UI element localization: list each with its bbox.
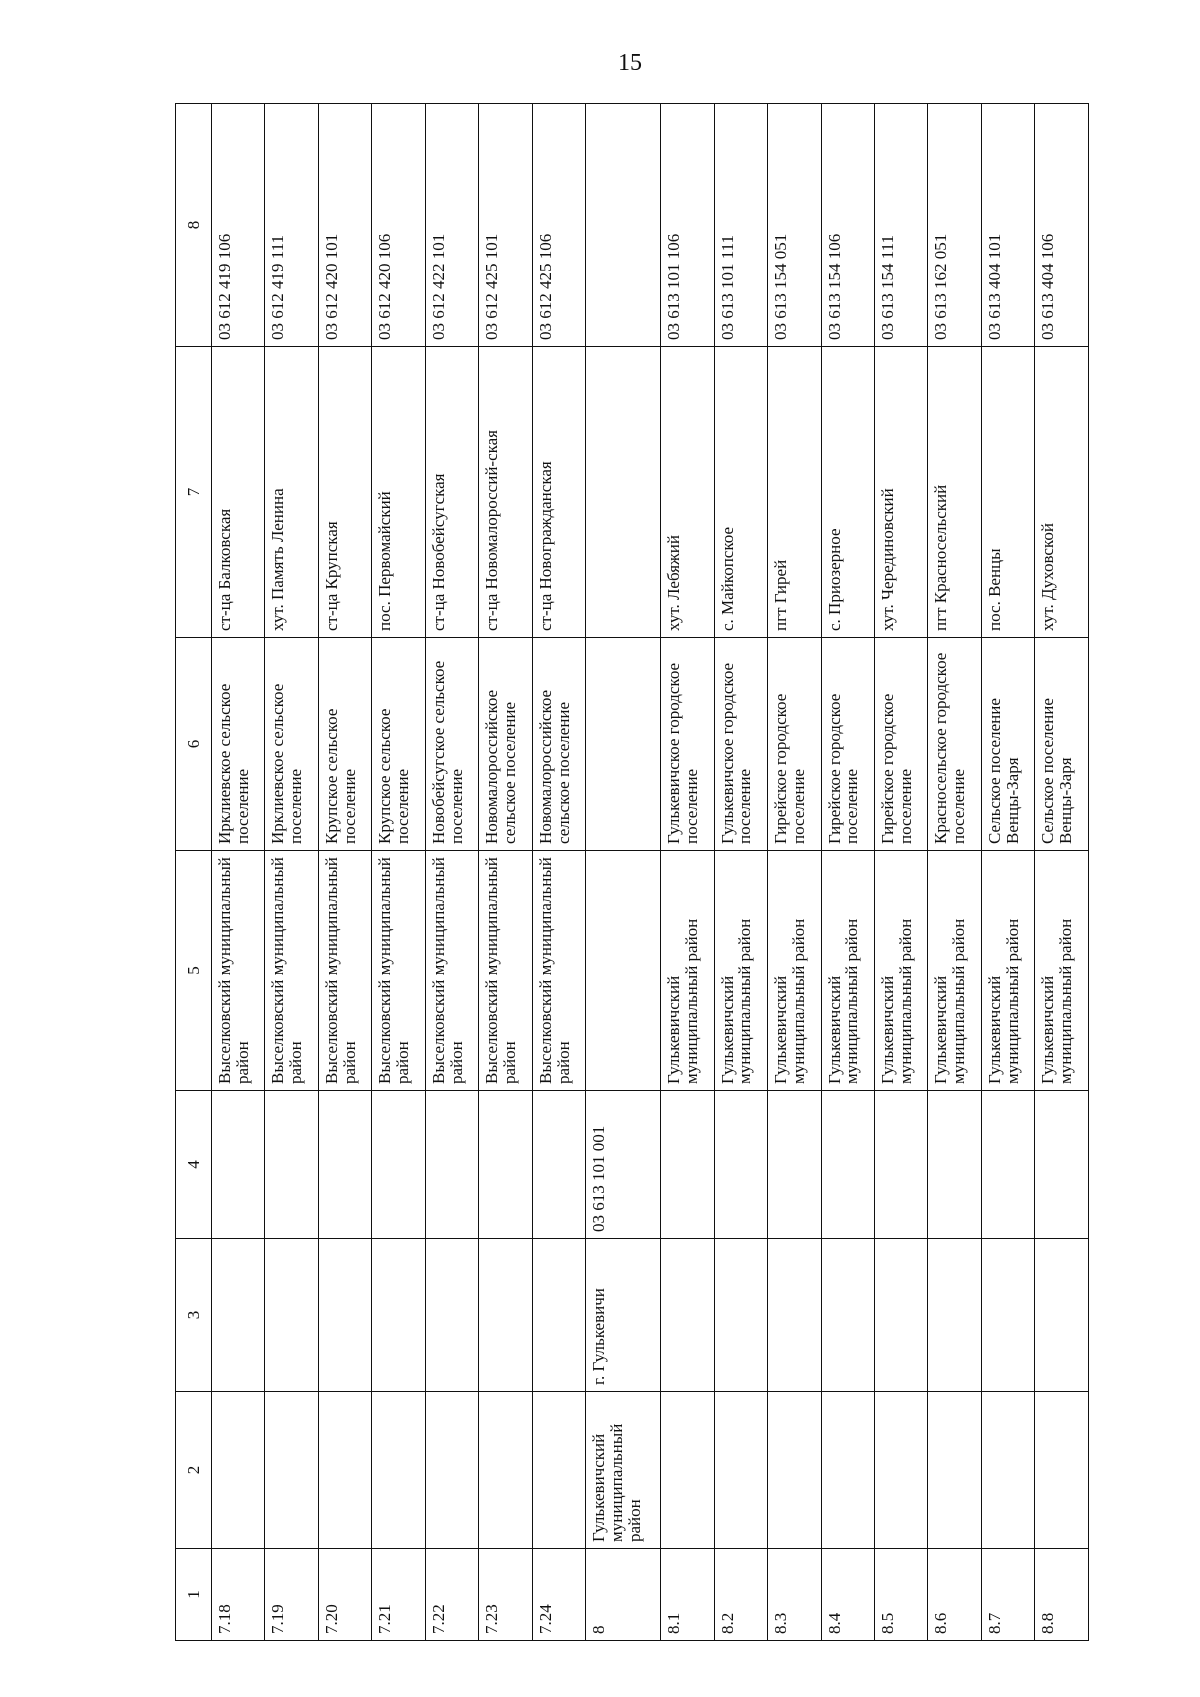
oktmo-code-cell: 03 613 101 111 [714,104,767,347]
district-cell [1035,1392,1089,1549]
oktmo-code-cell: 03 613 154 106 [821,104,874,347]
city-code-cell [265,1091,318,1239]
city-cell [425,1239,478,1392]
table-row [1035,104,1089,1641]
city-code-cell [661,1091,714,1239]
table-row [479,104,532,1641]
table-row [532,104,585,1641]
row-number-cell: 7.20 [318,1549,371,1641]
district-cell [265,1392,318,1549]
city-code-cell [1035,1091,1089,1239]
row-number-cell: 8.5 [874,1549,927,1641]
settlement-cell: Ирклиевское сельское поселение [212,638,265,851]
city-cell [661,1239,714,1392]
city-cell [821,1239,874,1392]
settlement-cell: Гирейское городское поселение [768,638,821,851]
locality-cell: ст-ца Новомалороссий-ская [479,347,532,638]
table-row [318,104,371,1641]
district-cell [479,1392,532,1549]
row-number-cell: 7.19 [265,1549,318,1641]
row-number-cell: 8.6 [928,1549,981,1641]
district-cell [372,1392,425,1549]
city-code-cell [532,1091,585,1239]
locality-cell: с. Приозерное [821,347,874,638]
column-header: 3 [176,1239,212,1392]
settlement-cell: Сельское поселение Венцы-Заря [1035,638,1089,851]
table-row [372,104,425,1641]
row-number-cell: 7.24 [532,1549,585,1641]
municipal-district-cell [586,851,661,1091]
oktmo-code-cell: 03 612 419 111 [265,104,318,347]
table-row [874,104,927,1641]
city-code-cell [874,1091,927,1239]
district-cell [821,1392,874,1549]
city-code-cell [981,1091,1034,1239]
settlement-cell: Крупское сельское поселение [372,638,425,851]
locality-cell: хут. Духовской [1035,347,1089,638]
settlement-cell: Гирейское городское поселение [821,638,874,851]
locality-cell: хут. Лебяжий [661,347,714,638]
district-cell: Гулькевичский муниципальный район [586,1392,661,1549]
municipal-district-cell: Гулькевичский муниципальный район [821,851,874,1091]
municipal-district-cell: Выселковский муниципальный район [212,851,265,1091]
row-number-cell: 8.7 [981,1549,1034,1641]
municipal-district-cell: Гулькевичский муниципальный район [981,851,1034,1091]
oktmo-code-cell: 03 612 425 106 [532,104,585,347]
table-row [981,104,1034,1641]
city-cell [1035,1239,1089,1392]
municipal-district-cell: Гулькевичский муниципальный район [661,851,714,1091]
city-code-cell [425,1091,478,1239]
settlement-cell: Новобейсугское сельское поселение [425,638,478,851]
district-cell [714,1392,767,1549]
city-code-cell [372,1091,425,1239]
oktmo-code-cell: 03 613 162 051 [928,104,981,347]
settlement-cell: Красносельское городское поселение [928,638,981,851]
city-cell [714,1239,767,1392]
settlement-cell: Сельское поселение Венцы-Заря [981,638,1034,851]
column-header: 2 [176,1392,212,1549]
city-cell [768,1239,821,1392]
oktmo-code-cell: 03 613 404 101 [981,104,1034,347]
oktmo-code-cell: 03 613 154 111 [874,104,927,347]
district-cell [661,1392,714,1549]
locality-cell: пгт Красносельский [928,347,981,638]
oktmo-code-cell: 03 613 404 106 [1035,104,1089,347]
municipal-district-cell: Гулькевичский муниципальный район [1035,851,1089,1091]
column-header: 5 [176,851,212,1091]
locality-cell: пгт Гирей [768,347,821,638]
city-cell [928,1239,981,1392]
city-cell [874,1239,927,1392]
table-row [768,104,821,1641]
row-number-cell: 7.18 [212,1549,265,1641]
municipal-district-cell: Гулькевичский муниципальный район [768,851,821,1091]
district-cell [768,1392,821,1549]
settlement-cell: Крупское сельское поселение [318,638,371,851]
city-code-cell [212,1091,265,1239]
district-cell [318,1392,371,1549]
row-number-cell: 7.23 [479,1549,532,1641]
row-number-cell: 7.22 [425,1549,478,1641]
row-number-cell: 7.21 [372,1549,425,1641]
oktmo-code-cell: 03 612 420 101 [318,104,371,347]
locality-cell: с. Майкопское [714,347,767,638]
table-row [661,104,714,1641]
city-code-cell: 03 613 101 001 [586,1091,661,1239]
city-code-cell [479,1091,532,1239]
column-header: 7 [176,347,212,638]
city-code-cell [821,1091,874,1239]
column-header: 1 [176,1549,212,1641]
table-row [821,104,874,1641]
settlement-cell: Новомалороссийское сельское поселение [479,638,532,851]
settlement-cell: Гулькевичское городское поселение [714,638,767,851]
district-cell [212,1392,265,1549]
oktmo-code-cell: 03 612 420 106 [372,104,425,347]
rotated-table-container [175,104,1089,1641]
locality-cell: ст-ца Новогражданская [532,347,585,638]
municipal-district-cell: Выселковский муниципальный район [318,851,371,1091]
table-row [928,104,981,1641]
city-cell [318,1239,371,1392]
locality-cell: ст-ца Балковская [212,347,265,638]
city-cell: г. Гулькевичи [586,1239,661,1392]
oktmo-code-cell: 03 613 101 106 [661,104,714,347]
column-header: 6 [176,638,212,851]
locality-cell: хут. Черединовский [874,347,927,638]
city-code-cell [928,1091,981,1239]
city-code-cell [714,1091,767,1239]
municipal-district-cell: Гулькевичский муниципальный район [874,851,927,1091]
row-number-cell: 8.4 [821,1549,874,1641]
locality-cell: ст-ца Новобейсугская [425,347,478,638]
table-row [212,104,265,1641]
city-cell [212,1239,265,1392]
district-cell [425,1392,478,1549]
settlement-cell: Новомалороссийское сельское поселение [532,638,585,851]
table-row [714,104,767,1641]
locality-cell: пос. Первомайский [372,347,425,638]
table-row [586,104,661,1641]
column-header: 8 [176,104,212,347]
municipal-district-cell: Выселковский муниципальный район [425,851,478,1091]
settlement-cell: Гулькевичское городское поселение [661,638,714,851]
oktmo-code-cell: 03 613 154 051 [768,104,821,347]
city-cell [532,1239,585,1392]
settlements-table [175,103,1089,1641]
settlement-cell: Ирклиевское сельское поселение [265,638,318,851]
table-body [212,104,1089,1641]
municipal-district-cell: Гулькевичский муниципальный район [714,851,767,1091]
city-cell [265,1239,318,1392]
district-cell [981,1392,1034,1549]
locality-cell: пос. Венцы [981,347,1034,638]
district-cell [928,1392,981,1549]
table-header-row [176,104,212,1641]
city-cell [981,1239,1034,1392]
municipal-district-cell: Гулькевичский муниципальный район [928,851,981,1091]
row-number-cell: 8 [586,1549,661,1641]
row-number-cell: 8.8 [1035,1549,1089,1641]
locality-cell: ст-ца Крупская [318,347,371,638]
oktmo-code-cell: 03 612 422 101 [425,104,478,347]
column-header: 4 [176,1091,212,1239]
row-number-cell: 8.2 [714,1549,767,1641]
settlement-cell: Гирейское городское поселение [874,638,927,851]
municipal-district-cell: Выселковский муниципальный район [532,851,585,1091]
table-row [425,104,478,1641]
locality-cell: хут. Память Ленина [265,347,318,638]
page-number: 15 [618,50,642,76]
locality-cell [586,347,661,638]
district-cell [874,1392,927,1549]
municipal-district-cell: Выселковский муниципальный район [479,851,532,1091]
district-cell [532,1392,585,1549]
city-cell [479,1239,532,1392]
row-number-cell: 8.1 [661,1549,714,1641]
oktmo-code-cell: 03 612 419 106 [212,104,265,347]
table-row [265,104,318,1641]
city-code-cell [318,1091,371,1239]
city-cell [372,1239,425,1392]
oktmo-code-cell: 03 612 425 101 [479,104,532,347]
municipal-district-cell: Выселковский муниципальный район [372,851,425,1091]
municipal-district-cell: Выселковский муниципальный район [265,851,318,1091]
settlement-cell [586,638,661,851]
row-number-cell: 8.3 [768,1549,821,1641]
city-code-cell [768,1091,821,1239]
oktmo-code-cell [586,104,661,347]
